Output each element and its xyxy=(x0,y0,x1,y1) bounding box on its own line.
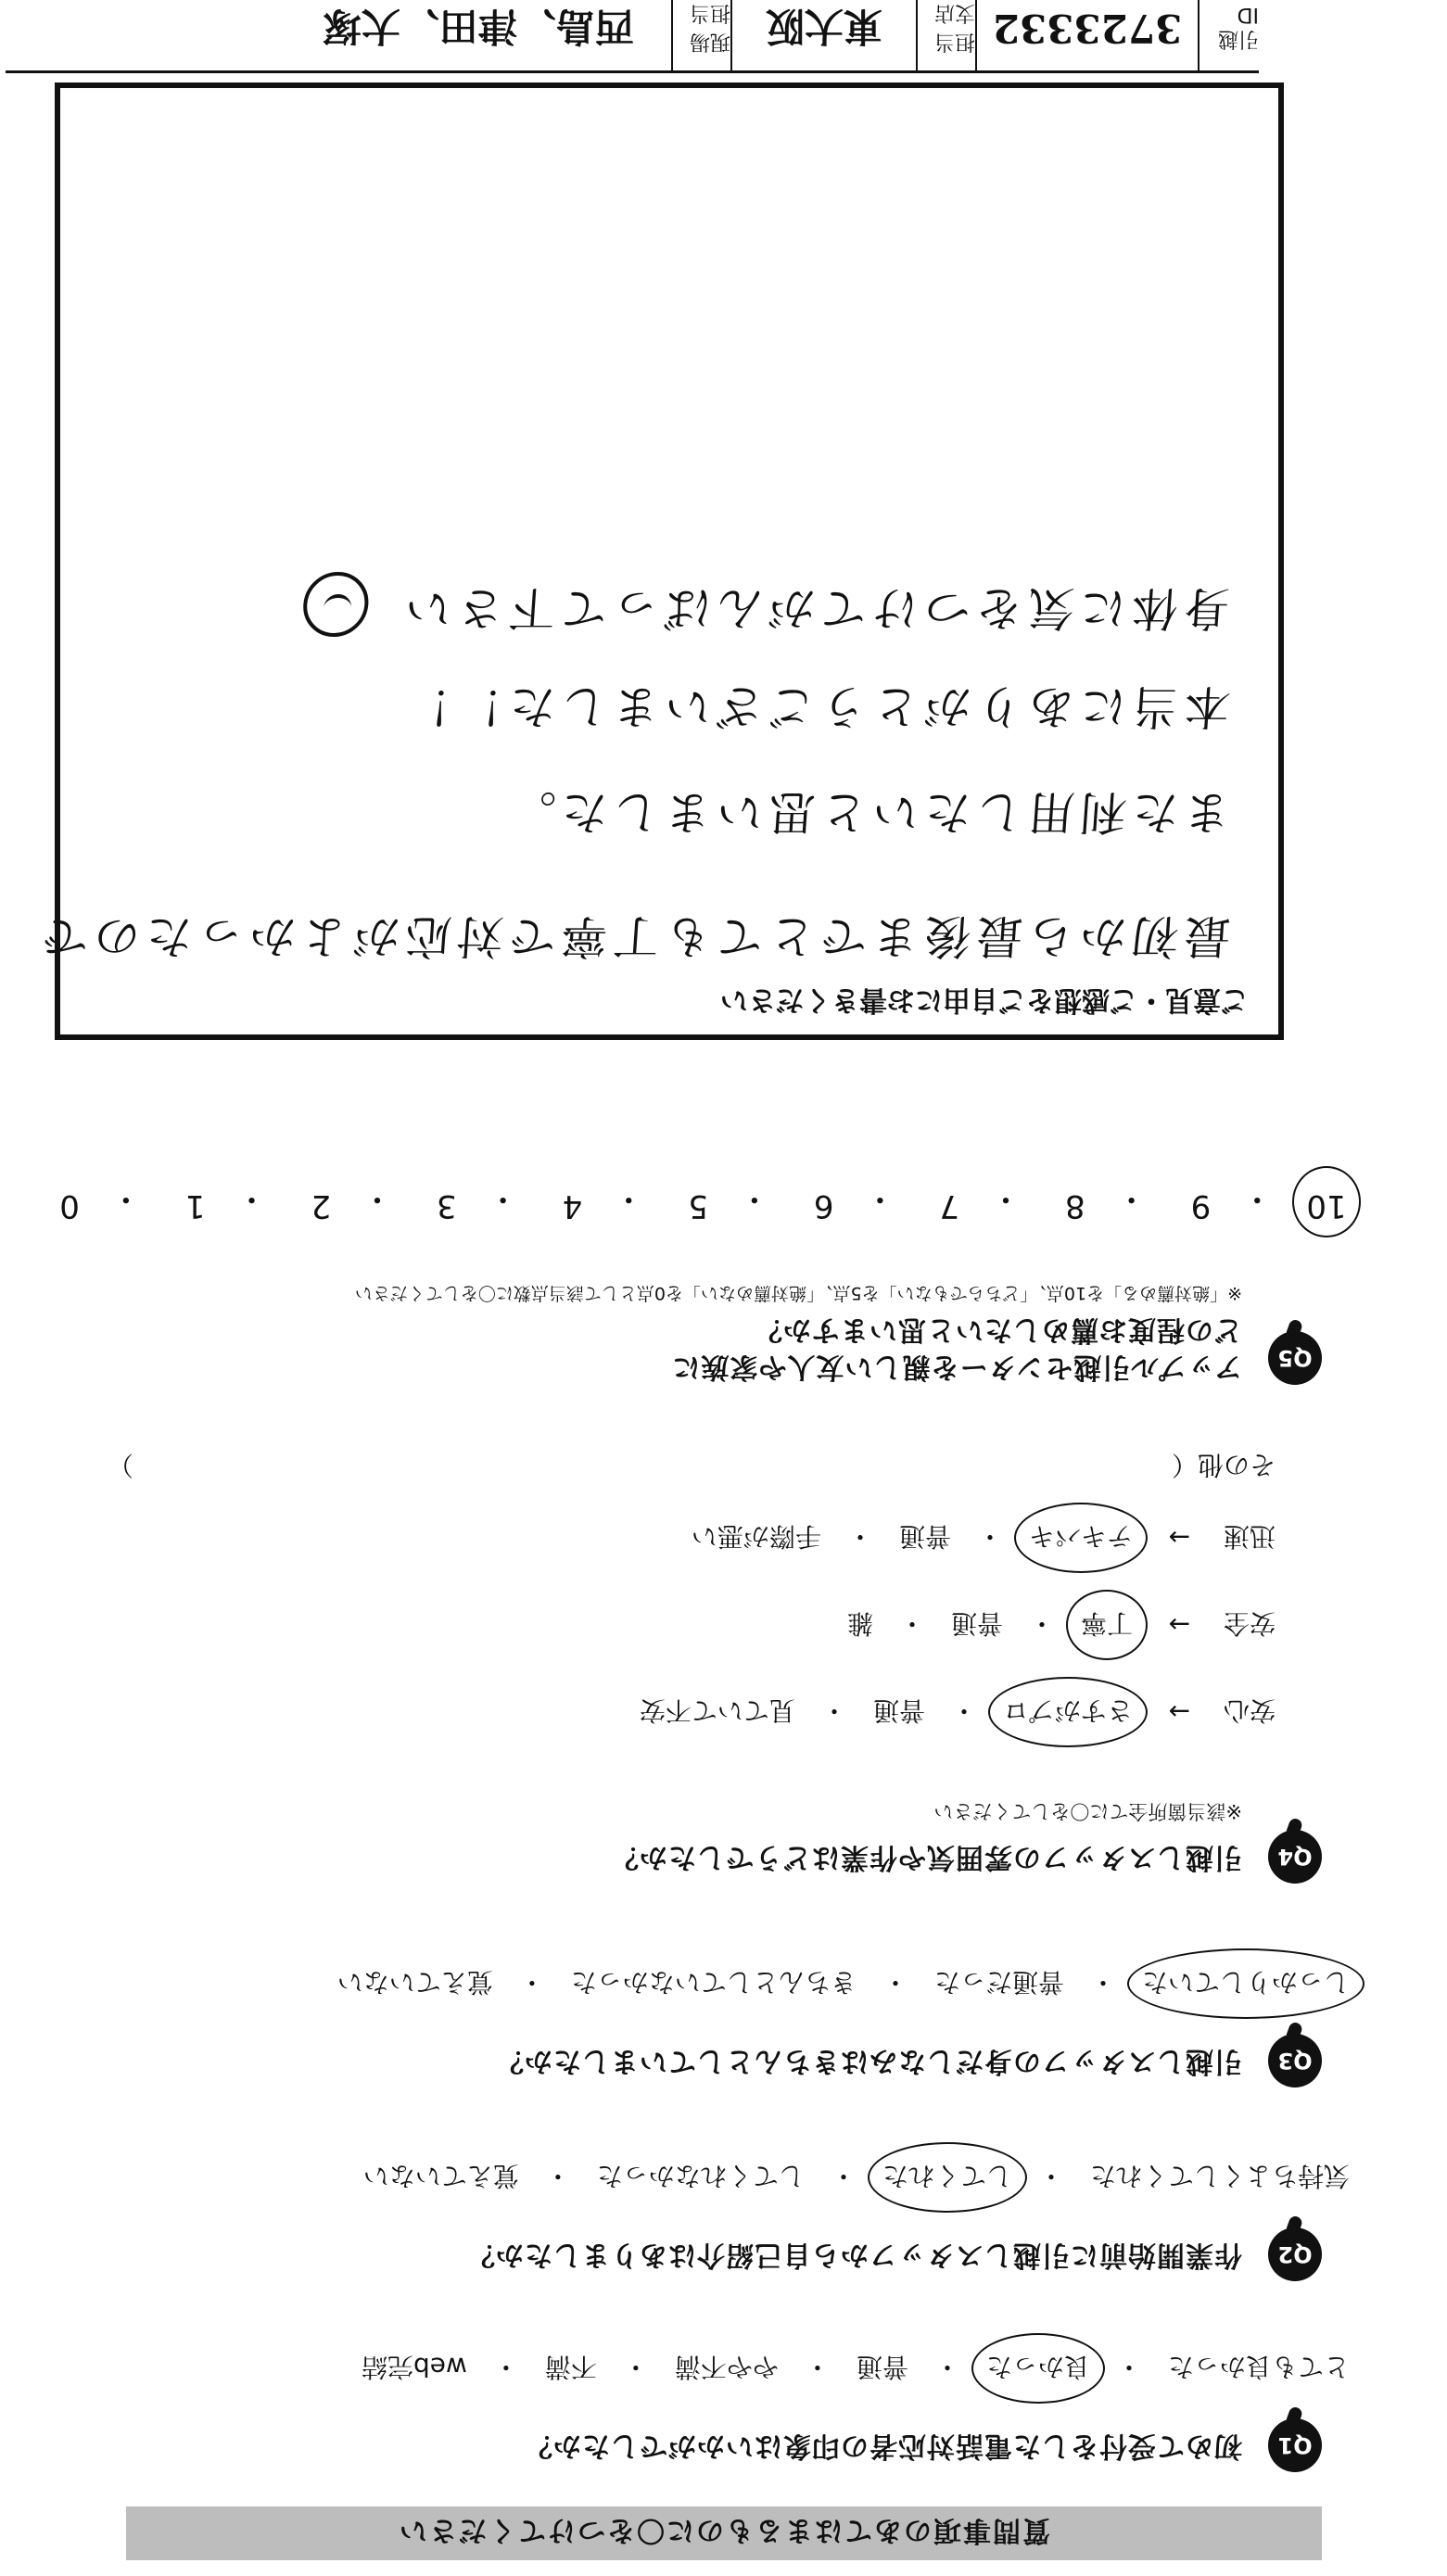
branch-label: 担当支店 xyxy=(918,0,977,70)
q3-option[interactable]: 覚えていない xyxy=(336,1967,493,1998)
comment-line: 本当にありがとうございました！！ xyxy=(398,679,1233,733)
comment-line: また利用したいと思いました。 xyxy=(501,785,1233,839)
q1-option-selected[interactable]: 良かった xyxy=(984,2350,1092,2387)
q3-option[interactable]: きちんとしていなかった xyxy=(570,1967,857,1998)
q4-option[interactable]: 普通 xyxy=(872,1695,925,1726)
q2-option[interactable]: してくれなかった xyxy=(596,2161,805,2191)
q2-option[interactable]: 覚えていない xyxy=(362,2161,519,2191)
score-option[interactable]: 8 xyxy=(1065,1187,1085,1225)
q4-row-jinsoku: 迅速 → テキパキ ・ 普通 ・ 手際が悪い xyxy=(108,1494,1276,1581)
q1-option[interactable]: とても良かった xyxy=(1167,2352,1350,2382)
q5-text-line2: どの程度お薦めしたいと思いますか？ xyxy=(754,1313,1242,1346)
q5-text-line1: アップル引越センターを親しい友人や家族に xyxy=(671,1351,1242,1383)
q4-row-label: 安心 xyxy=(1223,1695,1276,1726)
q2-options: 気持ちよくしてくれた ・ してくれた ・ してくれなかった ・ 覚えていない xyxy=(362,2159,1352,2196)
score-option[interactable]: 9 xyxy=(1190,1187,1212,1225)
score-option[interactable]: 5 xyxy=(688,1187,708,1225)
q4-option-selected[interactable]: さすがプロ xyxy=(1001,1694,1135,1731)
q3-option[interactable]: 普通だった xyxy=(933,1967,1064,1998)
lead-label: 現場担当 xyxy=(673,0,732,70)
score-option[interactable]: 1 xyxy=(184,1187,206,1225)
q4-note: ※該当箇所全てに〇をしてください xyxy=(933,1800,1242,1822)
instruction-text: 質問事項のあてはまるものに〇をつけてください xyxy=(398,2514,1050,2546)
instruction-band xyxy=(126,2506,1322,2560)
question-3 xyxy=(336,1965,1350,2087)
q1-option[interactable]: 普通 xyxy=(856,2352,908,2382)
q4-other[interactable] xyxy=(108,1439,1276,1494)
q4-row-anzen: 安全 → 丁寧 ・ 普通 ・ 雑 xyxy=(108,1581,1276,1669)
score-option[interactable]: 3 xyxy=(437,1187,457,1225)
q4-text: 引越しスタッフの雰囲気や作業はどうでしたか？ xyxy=(610,1841,1242,1873)
q4-row-label: 安全 xyxy=(1223,1608,1276,1639)
id-value: 3723332 xyxy=(977,0,1199,70)
q4-rows xyxy=(108,1439,1276,1756)
q4-other-close: ） xyxy=(107,1450,133,1480)
q1-text: 初めて受付をした電話対応者の印象はいかがでしたか？ xyxy=(524,2430,1242,2462)
comment-line-last xyxy=(300,572,1232,645)
q3-badge: Q3 xyxy=(1268,2034,1322,2087)
comment-line-text: 身体に気をつけてがんばって下さい xyxy=(398,581,1233,635)
smile-icon xyxy=(301,572,371,637)
q1-badge: Q1 xyxy=(1268,2418,1322,2472)
q4-option[interactable]: 普通 xyxy=(898,1521,951,1552)
q2-text: 作業開始前に引越しスタッフから自己紹介はありましたか？ xyxy=(466,2239,1242,2271)
q4-option-selected[interactable]: テキパキ xyxy=(1027,1519,1135,1556)
arrow-icon: → xyxy=(1168,1696,1190,1728)
score-option[interactable]: 6 xyxy=(813,1187,834,1225)
arrow-icon: → xyxy=(1168,1522,1190,1554)
branch-value: 東大阪 xyxy=(732,0,918,70)
lead-value: 西島、津田、大塚 xyxy=(6,0,673,70)
score-option[interactable]: 2 xyxy=(311,1187,332,1225)
q2-badge: Q2 xyxy=(1268,2227,1322,2281)
q4-badge: Q4 xyxy=(1268,1830,1322,1884)
q4-other-label: その他（ xyxy=(1171,1450,1276,1480)
q3-option-selected[interactable]: しっかりしていた xyxy=(1140,1965,1352,2002)
q4-option-selected[interactable]: 丁寧 xyxy=(1079,1606,1135,1643)
question-5 xyxy=(44,1179,1347,1385)
q2-option-selected[interactable]: してくれた xyxy=(881,2159,1014,2196)
q4-option[interactable]: 雑 xyxy=(846,1608,873,1639)
q3-text: 引越しスタッフの身だしなみはきちんとしていましたか？ xyxy=(495,2045,1242,2077)
id-label: 引越ID xyxy=(1217,3,1259,50)
q4-option[interactable]: 手際が悪い xyxy=(691,1521,821,1552)
q1-option[interactable]: やや不満 xyxy=(674,2352,779,2382)
comment-title: ご意見・ご感想をご自由にお書きください xyxy=(720,983,1249,1016)
staff-table xyxy=(6,0,1259,73)
q5-scale: 10 ・ 9 ・ 8 ・ 7 ・ 6 ・ 5 ・ 4 ・ 3 ・ 2 ・ 1 ・ 0 xyxy=(44,1179,1352,1225)
q4-row-label: 迅速 xyxy=(1223,1521,1276,1552)
comment-line: 最初から最後までとても丁寧で対応がよかったので xyxy=(34,909,1233,963)
score-option[interactable]: 4 xyxy=(562,1187,583,1225)
score-option[interactable]: 7 xyxy=(939,1187,960,1225)
question-1 xyxy=(360,2350,1350,2472)
q1-option[interactable]: 不満 xyxy=(544,2352,597,2382)
q3-options: しっかりしていた ・ 普通だった ・ きちんとしていなかった ・ 覚えていない xyxy=(336,1965,1352,2002)
q4-option[interactable]: 普通 xyxy=(950,1608,1003,1639)
q2-option[interactable]: 気持ちよくしてくれた xyxy=(1089,2161,1350,2191)
comment-box[interactable] xyxy=(34,82,1284,1040)
q1-option[interactable]: web完結 xyxy=(361,2352,467,2382)
q1-options: とても良かった ・ 良かった ・ 普通 ・ やや不満 ・ 不満 ・ web完結 xyxy=(360,2350,1352,2387)
arrow-icon: → xyxy=(1168,1609,1190,1641)
q4-row-anshin: 安心 → さすがプロ ・ 普通 ・ 見ていて不安 xyxy=(108,1669,1276,1756)
question-4 xyxy=(108,1439,1322,1884)
question-2 xyxy=(362,2159,1350,2281)
score-option[interactable]: 0 xyxy=(59,1187,80,1225)
score-10-selected[interactable]: 10 xyxy=(1301,1179,1352,1225)
q5-badge: Q5 xyxy=(1268,1331,1322,1385)
q4-option[interactable]: 見ていて不安 xyxy=(639,1695,795,1726)
q5-note: ※「絶対薦める」を10点、「どちらでもない」を5点、「絶対薦めない」を0点として該当点数に〇をしてください xyxy=(354,1283,1242,1303)
